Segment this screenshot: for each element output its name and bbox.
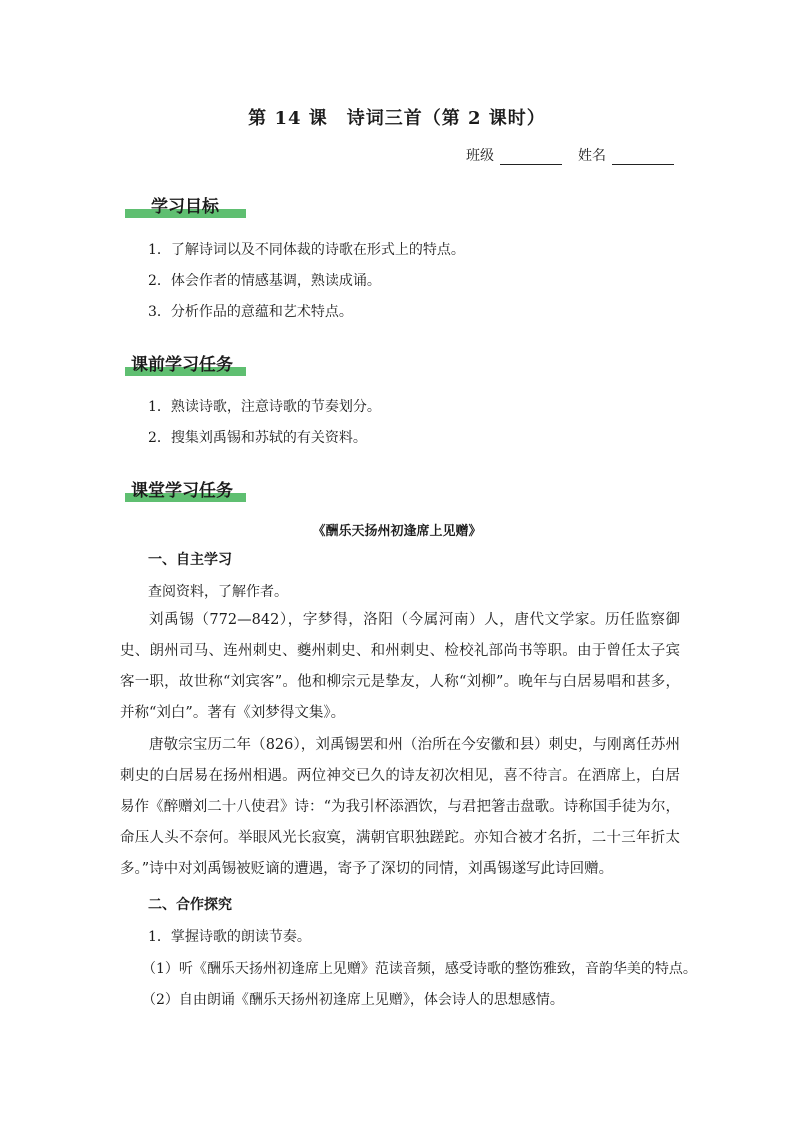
part2-subitem: （2）自由朗诵《酬乐天扬州初逢席上见赠》，体会诗人的思想感情。 [142, 992, 564, 1008]
class-label: 班级 [466, 148, 494, 164]
goal-item: 1．了解诗词以及不同体裁的诗歌在形式上的特点。 [148, 242, 465, 258]
name-blank[interactable] [612, 150, 674, 165]
class-name-field [466, 145, 674, 165]
section-heading: 课前学习任务 [131, 355, 233, 375]
goal-item: 2．体会作者的情感基调，熟读成诵。 [148, 273, 381, 289]
part2-item: 1．掌握诗歌的朗读节奏。 [148, 929, 311, 945]
poem-title: 《酬乐天扬州初逢席上见赠》 [312, 524, 482, 539]
pre-item: 1．熟读诗歌，注意诗歌的节奏划分。 [148, 399, 381, 415]
section-heading: 学习目标 [151, 197, 219, 217]
class-blank[interactable] [500, 150, 562, 165]
pre-item: 2．搜集刘禹锡和苏轼的有关资料。 [148, 430, 367, 446]
goal-item: 3．分析作品的意蕴和艺术特点。 [148, 304, 353, 320]
part2-subitem: （1）听《酬乐天扬州初逢席上见赠》范读音频，感受诗歌的整饬雅致，音韵华美的特点。 [142, 961, 697, 977]
background-paragraph: 唐敬宗宝历二年（826），刘禹锡罢和州（治所在今安徽和县）刺史，与刚离任苏州刺史的白居易在扬州相遇。两位神交已久的诗友初次相见，喜不待言。在酒席上，白居易作《醉赠刘二十八使君》诗：“为我引杯添酒饮，与君把箸击盘歌。诗称国手徒为尔，命压人头不奈何。举眼风光长寂寞，满朝官职独蹉跎。亦知合被才名折，二十三年折太多。”诗中对刘禹锡被贬谪的遭遇，寄予了深切的同情，刘禹锡遂写此诗回赠。 [120, 737, 680, 877]
part1-heading: 一、自主学习 [148, 552, 232, 568]
section-heading: 课堂学习任务 [131, 481, 233, 501]
page-title: 第 14 课 诗词三首（第 2 课时） [248, 108, 546, 129]
part2-heading: 二、合作探究 [148, 897, 232, 913]
part1-intro: 查阅资料，了解作者。 [148, 584, 288, 600]
author-paragraph: 刘禹锡（772—842），字梦得，洛阳（今属河南）人，唐代文学家。历任监察御史、朗州司马、连州刺史、夔州刺史、和州刺史、检校礼部尚书等职。由于曾任太子宾客一职，故世称“刘宾客”。他和柳宗元是挚友，人称“刘柳”。晚年与白居易唱和甚多，并称“刘白”。著有《刘梦得文集》。 [120, 612, 680, 721]
name-label: 姓名 [578, 148, 606, 164]
